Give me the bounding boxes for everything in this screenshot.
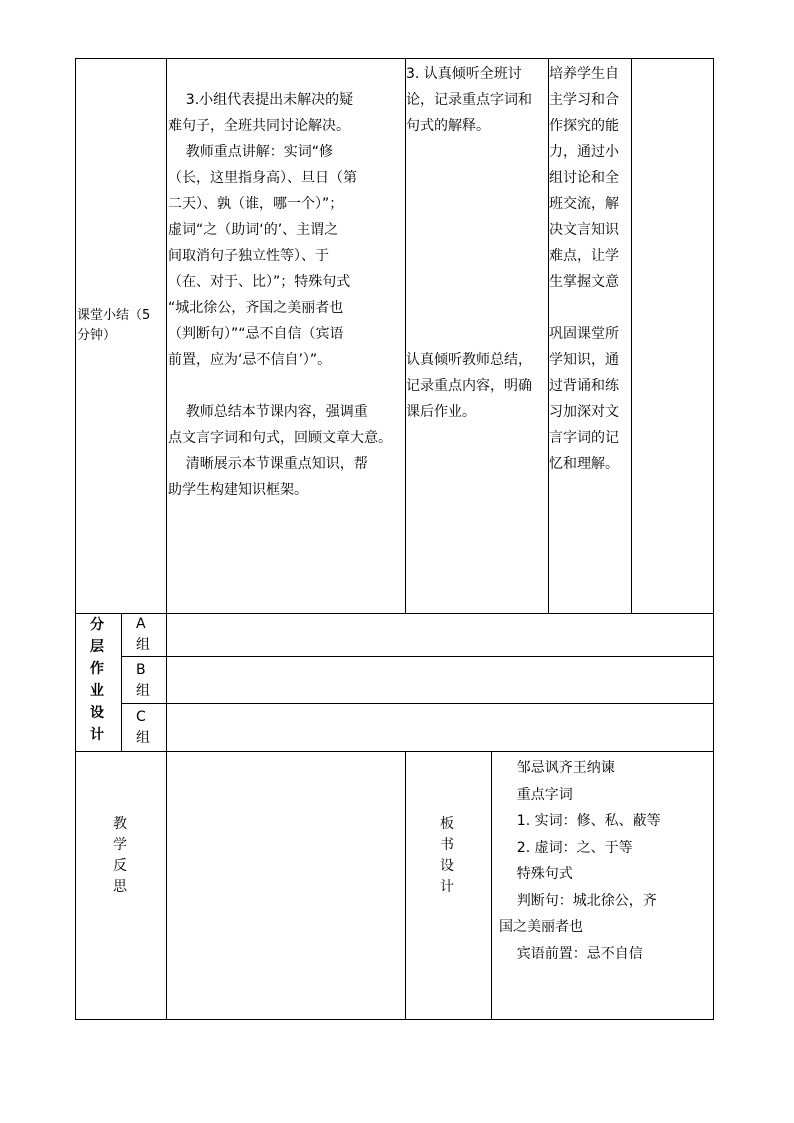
teacher-activity-line — [168, 373, 405, 399]
board-design-text — [499, 755, 713, 967]
teacher-activity-cell — [168, 87, 405, 503]
design-intent-line: 主学习和合 — [549, 92, 619, 108]
board-design-line: 判断句：城北徐公，齐 — [499, 892, 657, 909]
column-divider — [491, 751, 492, 1019]
teacher-activity-line: 教师总结本节课内容，强调重 — [168, 404, 368, 420]
student-activity-line: 3. 认真倾听全班讨 — [406, 66, 522, 82]
teacher-activity-line: 3.小组代表提出未解决的疑 — [168, 92, 354, 108]
design-intent-line: 生掌握文意 — [549, 274, 619, 290]
table-border-right — [713, 58, 714, 1020]
teacher-activity-line: 助学生构建知识框架。 — [168, 482, 308, 498]
teacher-activity-line: 间取消句子独立性等）、于 — [168, 248, 329, 264]
design-intent-line: 决文言知识 — [549, 222, 619, 238]
design-intent-cell — [549, 61, 631, 477]
board-design-label: 板 书 设 计 — [440, 816, 454, 895]
board-design-line: 宾语前置：忌不自信 — [499, 945, 643, 962]
board-design-line: 邹忌讽齐王纳谏 — [499, 760, 615, 776]
design-intent-line: 巩固课堂所 — [549, 326, 619, 342]
column-divider — [166, 751, 167, 1019]
column-divider — [166, 613, 167, 751]
student-activity-line — [406, 295, 548, 321]
table-row-divider — [75, 751, 714, 752]
student-activity-line: 论，记录重点字词和 — [406, 92, 532, 108]
design-intent-line: 力，通过小 — [549, 144, 619, 160]
board-design-line: 重点字词 — [499, 786, 573, 803]
column-divider — [121, 613, 122, 751]
homework-label: 分 层 作 业 设 计 — [90, 617, 104, 743]
design-intent-line: 作探究的能 — [549, 118, 619, 134]
summary-label: 课堂小结（5 分钟） — [77, 308, 151, 343]
teacher-activity-line: 前置，应为‘忌不信自’）”。 — [168, 352, 332, 368]
student-activity-line — [406, 217, 548, 243]
design-intent-line: 言字词的记 — [549, 430, 619, 446]
student-activity-line: 记录重点内容，明确 — [406, 378, 532, 394]
design-intent-line: 过背诵和练 — [549, 378, 619, 394]
design-intent-line: 习加深对文 — [549, 404, 619, 420]
column-divider — [166, 58, 167, 613]
teacher-activity-text — [168, 87, 405, 503]
teacher-activity-line: 清晰展示本节课重点知识，帮 — [168, 456, 368, 472]
design-intent-line: 难点，让学 — [549, 248, 619, 264]
table-row-divider — [75, 613, 714, 614]
group-c-label: C 组 — [136, 709, 150, 746]
design-intent-text — [549, 61, 631, 477]
design-intent-line — [549, 295, 631, 321]
group-b-label: B 组 — [136, 662, 150, 699]
design-intent-line: 组讨论和全 — [549, 170, 619, 186]
column-divider — [405, 751, 406, 1019]
board-design-line: 国之美丽者也 — [499, 919, 583, 935]
teacher-activity-line: 教师重点讲解：实词“修 — [168, 144, 334, 160]
student-activity-line — [406, 321, 548, 347]
teacher-activity-line: 二天）、孰（谁，哪一个）”； — [168, 196, 344, 212]
student-activity-line — [406, 165, 548, 191]
board-design-line: 1. 实词：修、私、蔽等 — [499, 813, 661, 829]
teacher-activity-line: （长，这里指身高）、旦日（第 — [168, 170, 357, 186]
student-activity-line: 课后作业。 — [406, 404, 476, 420]
board-design-line: 2. 虚词：之、于等 — [499, 839, 633, 856]
board-design-cell — [499, 755, 713, 967]
table-row-divider — [121, 703, 714, 704]
student-activity-cell — [406, 61, 548, 425]
column-divider — [631, 58, 632, 613]
design-intent-line: 培养学生自 — [549, 66, 619, 82]
table-row-divider — [121, 656, 714, 657]
table-border-left — [75, 58, 76, 1020]
reflection-label: 教 学 反 思 — [113, 816, 127, 895]
student-activity-line — [406, 191, 548, 217]
table-border-top — [75, 58, 714, 59]
student-activity-line — [406, 269, 548, 295]
teacher-activity-line: 虚词“之（助词‘的’、主谓之 — [168, 222, 339, 238]
teacher-activity-line: 点文言字词和句式，回顾文章大意。 — [168, 430, 392, 446]
design-intent-line: 学知识，通 — [549, 352, 619, 368]
teacher-activity-line: （在、对于、比）”；特殊句式 — [168, 274, 351, 290]
student-activity-line — [406, 139, 548, 165]
board-design-line: 特殊句式 — [499, 866, 573, 882]
student-activity-line — [406, 243, 548, 269]
teacher-activity-line: 难句子，全班共同讨论解决。 — [168, 118, 350, 134]
student-activity-line: 认真倾听教师总结， — [406, 352, 532, 368]
design-intent-line: 班交流，解 — [549, 196, 619, 212]
teacher-activity-line: （判断句）”“忌不自信（宾语 — [168, 326, 344, 342]
design-intent-line: 忆和理解。 — [549, 456, 619, 472]
table-border-bottom — [75, 1019, 714, 1020]
teacher-activity-line: “城北徐公，齐国之美丽者也 — [168, 300, 344, 316]
group-a-label: A 组 — [136, 616, 150, 653]
student-activity-line: 句式的解释。 — [406, 118, 490, 134]
student-activity-text — [406, 61, 548, 425]
